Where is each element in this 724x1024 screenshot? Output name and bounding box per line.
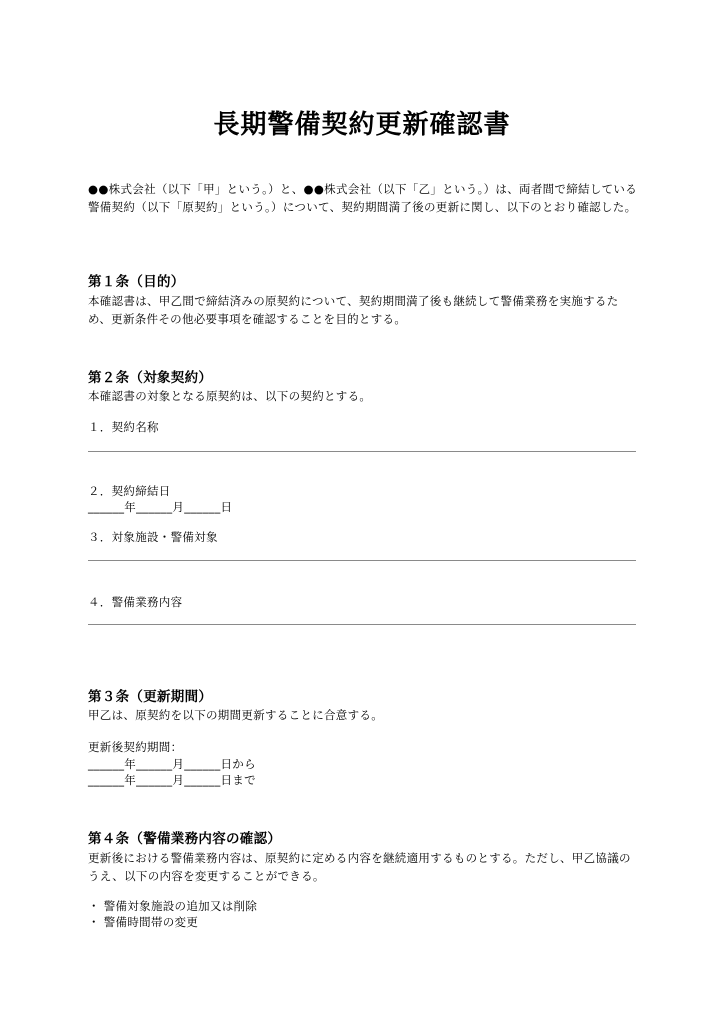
security-services-line bbox=[88, 624, 636, 625]
contract-date-label: ２．契約締結日 bbox=[88, 484, 171, 498]
renewal-period-to: ______年______月______日まで bbox=[88, 773, 256, 787]
article-4-heading: 第４条（警備業務内容の確認） bbox=[88, 831, 282, 847]
list-item: ・ 警備対象施設の追加又は削除 bbox=[88, 899, 258, 913]
article-3-heading: 第３条（更新期間） bbox=[88, 689, 213, 705]
contract-name-line bbox=[88, 451, 636, 452]
article-1-heading: 第１条（目的） bbox=[88, 274, 185, 290]
target-facility-line bbox=[88, 560, 636, 561]
article-4-body: 更新後における警備業務内容は、原契約に定める内容を継続適用するものとする。ただし、甲乙協議のうえ、以下の内容を変更することができる。 bbox=[88, 851, 631, 883]
article-1-body: 本確認書は、甲乙間で締結済みの原契約について、契約期間満了後も継続して警備業務を実施するため、更新条件その他必要事項を確認することを目的とする。 bbox=[88, 294, 619, 326]
renewal-period-from: ______年______月______日から bbox=[88, 757, 256, 771]
list-item: ・ 警備時間帯の変更 bbox=[88, 915, 199, 929]
intro-paragraph: ●●株式会社（以下「甲」という。）と、●●株式会社（以下「乙」という。）は、両者間で締結している警備契約（以下「原契約」という。）について、契約期間満了後の更新に関し、以下のとおり確認した。 bbox=[88, 182, 638, 214]
article-2-heading: 第２条（対象契約） bbox=[88, 370, 213, 386]
renewal-period-label: 更新後契約期間： bbox=[88, 740, 183, 754]
contract-name-label: １．契約名称 bbox=[88, 420, 159, 434]
target-facility-label: ３．対象施設・警備対象 bbox=[88, 530, 218, 544]
contract-date-blank: ______年______月______日 bbox=[88, 500, 233, 514]
security-services-label: ４．警備業務内容 bbox=[88, 595, 183, 609]
document-title: 長期警備契約更新確認書 bbox=[213, 110, 511, 140]
article-2-body: 本確認書の対象となる原契約は、以下の契約とする。 bbox=[88, 389, 372, 403]
article-3-body: 甲乙は、原契約を以下の期間更新することに合意する。 bbox=[88, 708, 383, 722]
